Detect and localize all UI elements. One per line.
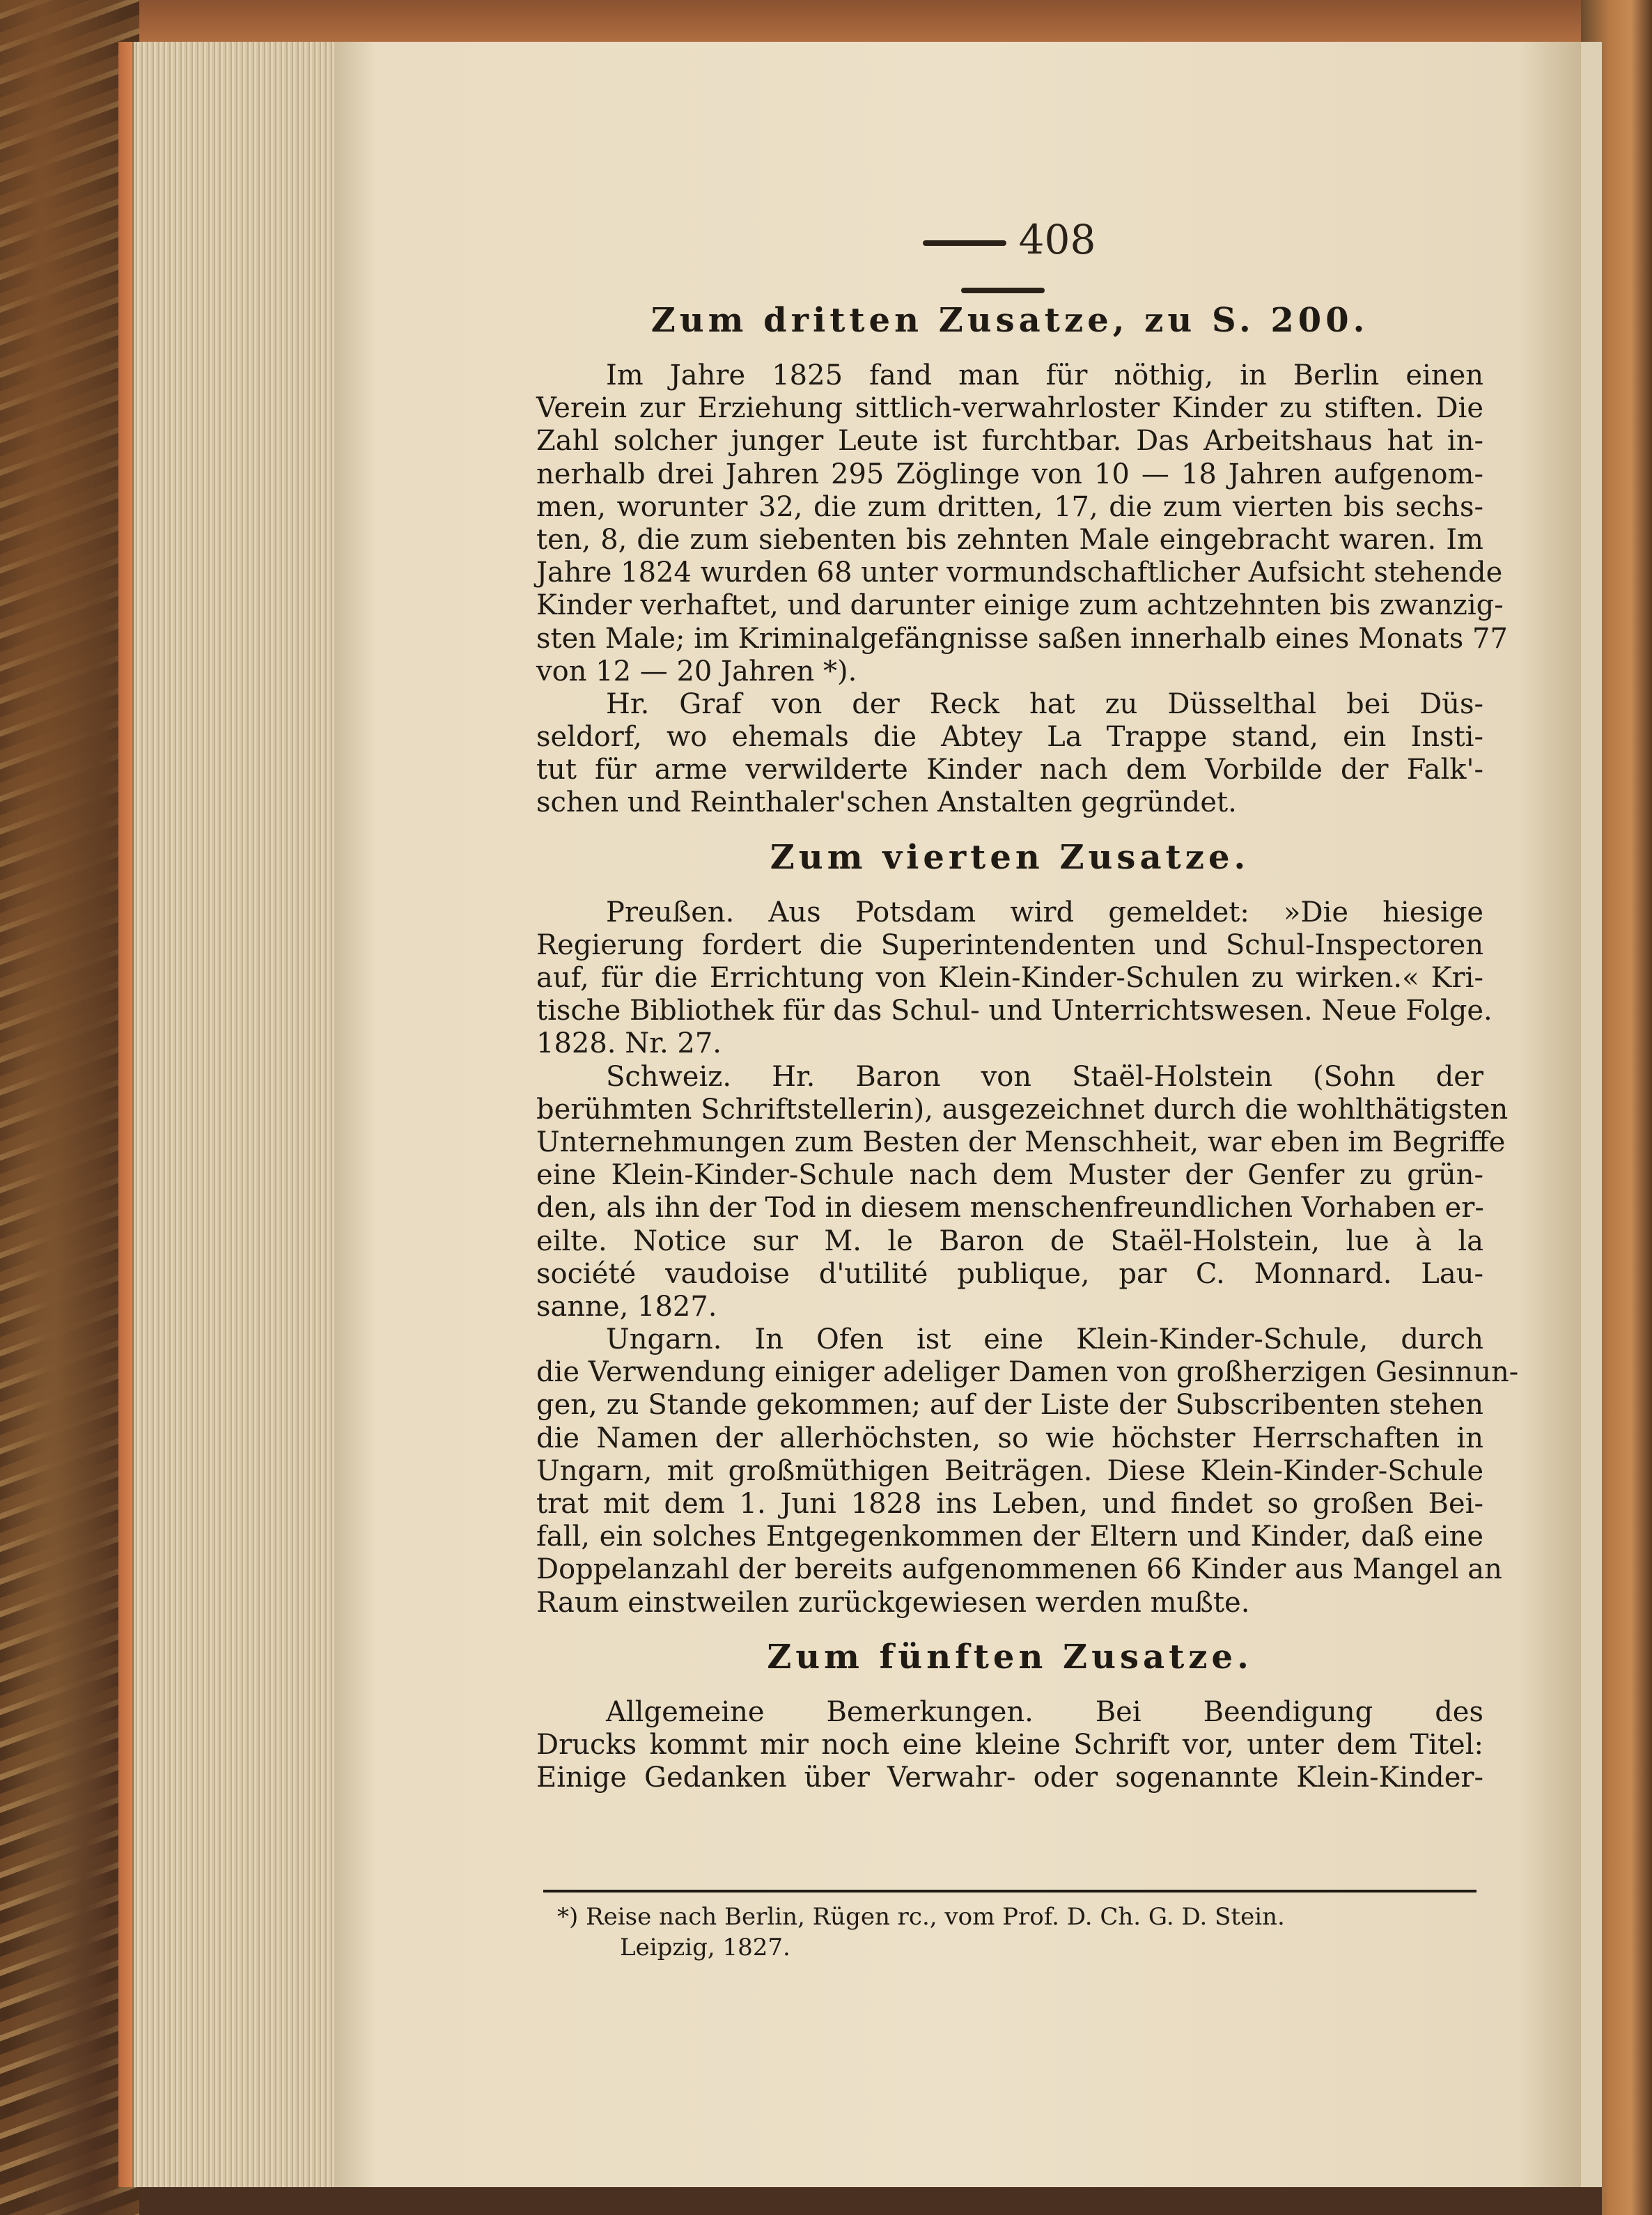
text-line: Allgemeine Bemerkungen. Bei Beendigung des <box>606 1695 1483 1728</box>
text-line: schen und Reinthaler'schen Anstalten gegründet. <box>536 786 1237 819</box>
text-line: die Namen der allerhöchsten, so wie höchster Herrschaften in <box>536 1422 1483 1454</box>
page-stack-edge <box>132 42 343 2187</box>
text-line: société vaudoise d'utilité publique, par C. Monnard. Lau- <box>536 1257 1483 1290</box>
page-number-left-rule <box>923 240 1006 246</box>
book-bottom-edge <box>139 2187 1602 2215</box>
text-line: Hr. Graf von der Reck hat zu Düsselthal bei Düs- <box>606 687 1483 720</box>
text-line: Preußen. Aus Potsdam wird gemeldet: »Die hiesige <box>606 896 1483 928</box>
text-line: trat mit dem 1. Juni 1828 ins Leben, und findet so großen Bei- <box>536 1488 1483 1520</box>
text-line: nerhalb drei Jahren 295 Zöglinge von 10 — 18 Jahren aufgenom- <box>536 458 1483 490</box>
page-number-text: 408 <box>1018 216 1096 263</box>
text-line: berühmten Schriftstellerin), ausgezeichnet durch die wohlthätigsten <box>536 1093 1509 1126</box>
page-number <box>857 216 1149 286</box>
text-line: Kinder verhaftet, und darunter einige zum achtzehnten bis zwanzig- <box>536 589 1504 622</box>
footnote-line: *) Reise nach Berlin, Rügen rc., vom Prof. D. Ch. G. D. Stein. <box>557 1903 1285 1931</box>
text-line: Ungarn. In Ofen ist eine Klein-Kinder-Schule, durch <box>606 1323 1483 1356</box>
text-line: Zahl solcher junger Leute ist furchtbar. Das Arbeitshaus hat in- <box>536 425 1483 458</box>
text-line: Jahre 1824 wurden 68 unter vormundschaftlicher Aufsicht stehende <box>536 557 1503 589</box>
text-line: Verein zur Erziehung sittlich-verwahrloster Kinder zu stiften. Die <box>536 392 1483 425</box>
facing-page-sliver <box>1581 42 1602 2187</box>
text-line: seldorf, wo ehemals die Abtey La Trappe stand, ein Insti- <box>536 721 1483 754</box>
text-line: Einige Gedanken über Verwahr- oder sogenannte Klein-Kinder- <box>536 1762 1483 1794</box>
text-line: die Verwendung einiger adeliger Damen von großherzigen Gesinnun- <box>536 1356 1519 1389</box>
text-line: Ungarn, mit großmüthigen Beiträgen. Diese Klein-Kinder-Schule <box>536 1454 1483 1487</box>
text-line: Im Jahre 1825 fand man für nöthig, in Berlin einen <box>606 359 1483 391</box>
text-line: ten, 8, die zum siebenten bis zehnten Male eingebracht waren. Im <box>536 523 1483 556</box>
page-number-right-rule <box>961 288 1045 293</box>
text-line: Doppelanzahl der bereits aufgenommenen 66 Kinder aus Mangel an <box>536 1553 1502 1586</box>
text-line: Schweiz. Hr. Baron von Staël-Holstein (Sohn der <box>606 1060 1483 1093</box>
footnote <box>557 1902 1483 1963</box>
footnote-line: Leipzig, 1827. <box>620 1934 790 1961</box>
text-line: sanne, 1827. <box>536 1290 717 1323</box>
text-line: gen, zu Stande gekommen; auf der Liste der Subscribenten stehen <box>536 1389 1483 1422</box>
text-line: 1828. Nr. 27. <box>536 1027 722 1060</box>
text-line: von 12 — 20 Jahren *). <box>536 655 857 687</box>
text-line: sten Male; im Kriminalgefängnisse saßen innerhalb eines Monats 77 <box>536 622 1508 655</box>
footnote-rule <box>543 1890 1476 1893</box>
text-line: tische Bibliothek für das Schul- und Unterrichtswesen. Neue Folge. <box>536 995 1493 1027</box>
text-line: eilte. Notice sur M. le Baron de Staël-Holstein, lue à la <box>536 1225 1483 1257</box>
text-line: men, worunter 32, die zum dritten, 17, die zum vierten bis sechs- <box>536 490 1483 523</box>
section-heading-vierten: Zum vierten Zusatze. <box>770 837 1250 877</box>
section-heading-fuenften: Zum fünften Zusatze. <box>767 1637 1253 1677</box>
book-top-edge <box>139 0 1602 42</box>
text-line: eine Klein-Kinder-Schule nach dem Muster der Genfer zu grün- <box>536 1159 1483 1192</box>
text-line: Regierung fordert die Superintendenten und Schul-Inspectoren <box>536 928 1483 961</box>
text-line: den, als ihn der Tod in diesem menschenfreundlichen Vorhaben er- <box>536 1192 1484 1225</box>
text-line: Unternehmungen zum Besten der Menschheit, war eben im Begriffe <box>536 1126 1506 1158</box>
text-line: Drucks kommt mir noch eine kleine Schrift vor, unter dem Titel: <box>536 1728 1483 1761</box>
section-heading-dritten: Zum dritten Zusatze, zu S. 200. <box>650 301 1369 340</box>
text-line: Raum einstweilen zurückgewiesen werden mußte. <box>536 1586 1250 1619</box>
text-line: fall, ein solches Entgegenkommen der Eltern und Kinder, daß eine <box>536 1521 1483 1553</box>
text-line: tut für arme verwilderte Kinder nach dem Vorbilde der Falk'- <box>536 754 1483 786</box>
page-body <box>536 300 1519 1794</box>
text-line: auf, für die Errichtung von Klein-Kinder-Schulen zu wirken.« Kri- <box>536 962 1483 994</box>
